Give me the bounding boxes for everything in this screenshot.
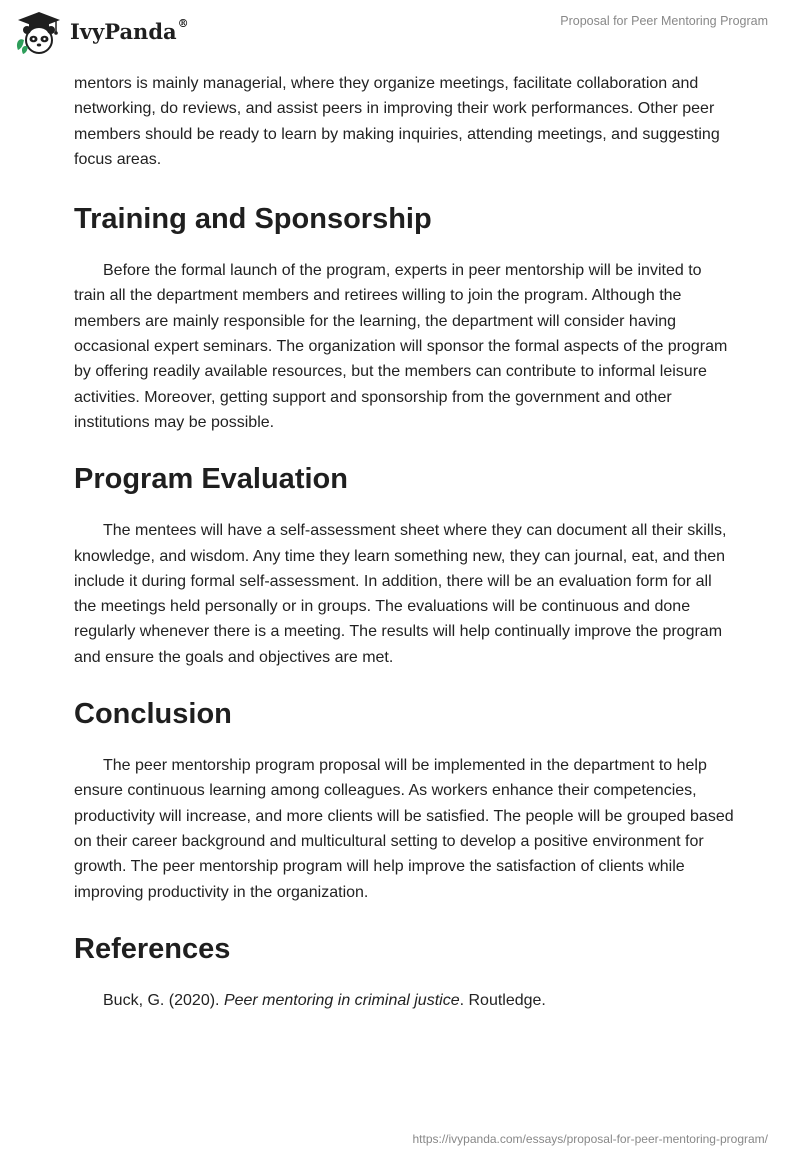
section-heading-evaluation: Program Evaluation: [74, 463, 348, 496]
reference-publisher: . Routledge.: [459, 991, 546, 1009]
intro-paragraph: mentors is mainly managerial, where they organize meetings, facilitate collaboration and networking, do reviews, and assist peers in improving their work performances. Other peer members should be ready to learn by making inquiries, attending meetings, and suggesting focus areas.: [74, 75, 720, 168]
page-header: [0, 0, 800, 64]
reference-title: Peer mentoring in criminal justice: [223, 991, 460, 1009]
registered-mark: ®: [177, 17, 189, 30]
section-paragraph-training: Before the formal launch of the program, experts in peer mentorship will be invited to train all the department members and retirees willing to join the program. Although the members are mainly responsible for the learning, the department will consider having occasional expert seminars. The organization will sponsor the formal aspects of the program by offering readily available resources, but the members can contribute to informal leisure activities. Moreover, getting support and sponsorship from the government and other institutions may be possible.: [74, 262, 728, 431]
section-paragraph-conclusion: The peer mentorship program proposal will be implemented in the department to help ensure continuous learning among colleagues. As workers enhance their competencies, productivity will increase, and more clients will be satisfied. The people will be grouped based on their career background and multicultural setting to develop a positive environment for growth. The peer mentorship program will help improve the satisfaction of clients while improving productivity in the organization.: [74, 757, 734, 901]
article-body: [74, 71, 734, 1013]
panda-graduation-cap-icon: [14, 10, 64, 56]
section-paragraph-evaluation: The mentees will have a self-assessment sheet where they can document all their skills, knowledge, and wisdom. Any time they learn something new, they can journal, eat, and then include it during formal self-assessment. In addition, there will be an evaluation form for all the meetings held personally or in groups. The evaluations will be continuous and done regularly whenever there is a meeting. The results will help continually improve the program and ensure the goals and objectives are met.: [74, 522, 727, 666]
reference-entry: [74, 988, 734, 1013]
document-title: Proposal for Peer Mentoring Program: [560, 14, 768, 28]
reference-author-year: Buck, G. (2020).: [103, 991, 224, 1009]
source-url[interactable]: https://ivypanda.com/essays/proposal-for-peer-mentoring-program/: [412, 1132, 768, 1146]
section-heading-conclusion: Conclusion: [74, 698, 232, 731]
references-heading: References: [74, 932, 231, 965]
ivypanda-logo[interactable]: [14, 10, 204, 56]
brand-name: IvyPanda®: [70, 17, 189, 44]
section-heading-training: Training and Sponsorship: [74, 203, 432, 236]
